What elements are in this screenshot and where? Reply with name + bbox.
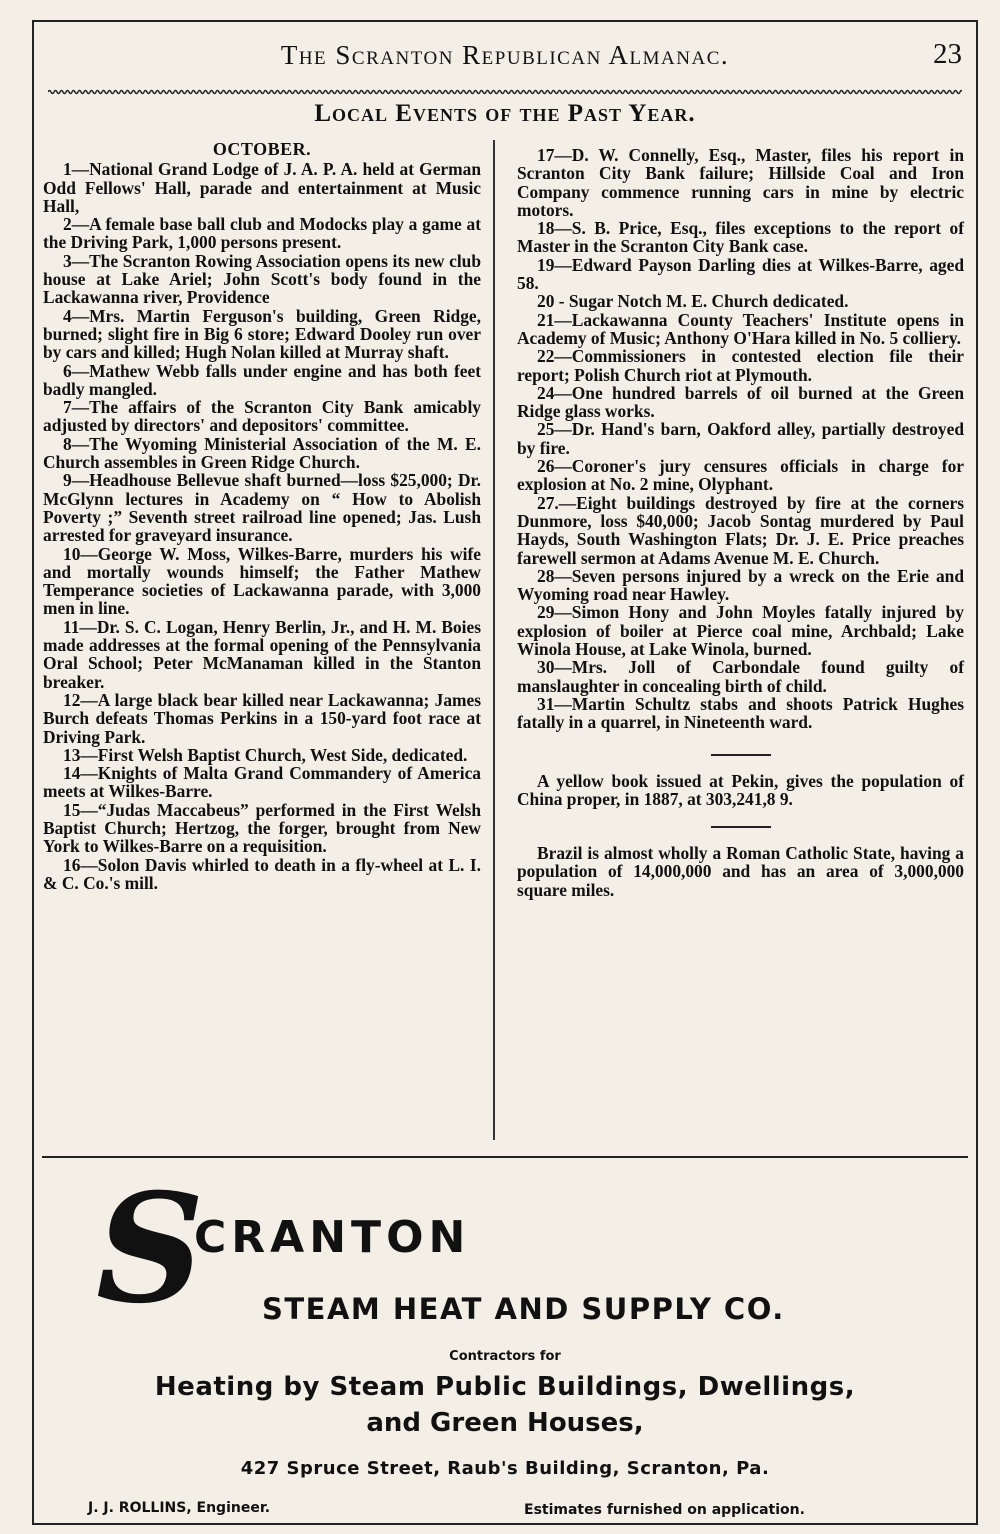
services-line-2: and Green Houses, [366, 1408, 644, 1438]
short-rule [711, 754, 771, 756]
almanac-page [32, 20, 978, 1525]
event-entry: 26—Coroner's jury censures officials in charge for explosion at No. 2 mine, Olyphant. [517, 456, 964, 495]
note-china: A yellow book issued at Pekin, gives the population of China proper, in 1887, at 303,241,8 9. [517, 770, 964, 809]
event-entry: 21—Lackawanna County Teachers' Institute opens in Academy of Music; Anthony O'Hara killed in No. 5 colliery. [517, 309, 964, 348]
wavy-rule [48, 88, 962, 96]
page-title: The Scranton Republican Almanac. [280, 40, 730, 70]
event-entry: 25—Dr. Hand's barn, Oakford alley, partially destroyed by fire. [517, 419, 964, 458]
event-entry: 18—S. B. Price, Esq., files exceptions to the report of Master in the Scranton City Bank case. [517, 218, 964, 257]
event-entry: 16—Solon Davis whirled to death in a fly-wheel at L. I. & C. Co.'s mill. [43, 854, 481, 893]
left-entries [43, 160, 481, 892]
event-entry: 27.—Eight buildings destroyed by fire at the corners Dunmore, loss $40,000; Jacob Sontag murdered by Paul Hayds, South Washington Flats; Dr. J. E. Price preaches farewell sermon at Adams Avenue M. E. Church. [517, 492, 964, 568]
company-name: STEAM HEAT AND SUPPLY CO. [262, 1292, 785, 1326]
services-line-1: Heating by Steam Public Buildings, Dwellings, [154, 1372, 856, 1402]
event-entry: 9—Headhouse Bellevue shaft burned—loss $25,000; Dr. McGlynn lectures in Academy on “ How to Abolish Poverty ;” Seventh street railroad line opened; Jas. Lush arrested for graveyard insurance. [43, 470, 481, 546]
estimates-note: Estimates furnished on application. [524, 1502, 805, 1518]
event-entry: 31—Martin Schultz stabs and shoots Patrick Hughes fatally in a quarrel, in Nineteenth ward. [517, 693, 964, 733]
event-entry: 8—The Wyoming Ministerial Association of the M. E. Church assembles in Green Ridge Church. [43, 433, 481, 473]
event-entry: 29—Simon Hony and John Moyles fatally injured by explosion of boiler at Pierce coal mine, Archbald; Lake Winola House, at Lake Winola, burned. [517, 602, 964, 660]
event-entry: 22—Commissioners in contested election file their report; Polish Church riot at Plymouth. [517, 346, 964, 385]
month-heading: OCTOBER. [212, 139, 312, 159]
note-brazil: Brazil is almost wholly a Roman Catholic State, having a population of 14,000,000 and has an area of 3,000,000 square miles. [517, 843, 964, 900]
event-entry: 10—George W. Moss, Wilkes-Barre, murders his wife and mortally wounds himself; the Father Mathew Temperance societies of Lackawanna parade, with 3,000 men in line. [43, 543, 481, 619]
event-entry: 15—“Judas Maccabeus” performed in the First Welsh Baptist Church; Hertzog, the forger, brought from New York to Wilkes-Barre on a requisition. [43, 799, 481, 857]
event-entry: 11—Dr. S. C. Logan, Henry Berlin, Jr., and H. M. Boies made addresses at the formal opening of the Pennsylvania Oral School; Peter McManaman killed in the Stanton breaker. [43, 616, 481, 692]
event-entry: 2—A female base ball club and Modocks play a game at the Driving Park, 1,000 persons present. [43, 214, 481, 253]
event-entry: 7—The affairs of the Scranton City Bank amicably adjusted by directors' and depositors' committee. [43, 397, 481, 436]
left-column [43, 140, 481, 892]
ornamental-initial: S [96, 1161, 205, 1337]
advertisement-rule [42, 1156, 968, 1158]
event-entry: 17—D. W. Connelly, Esq., Master, files his report in Scranton City Bank failure; Hillside Coal and Iron Company commence running cars in mine by electric motors. [517, 145, 964, 220]
event-entry: 4—Mrs. Martin Ferguson's building, Green Ridge, burned; slight fire in Big 6 store; Edward Dooley run over by cars and killed; Hugh Nolan killed at Murray shaft. [43, 305, 481, 363]
event-entry: 28—Seven persons injured by a wreck on the Erie and Wyoming road near Hawley. [517, 565, 964, 605]
event-entry: 30—Mrs. Joll of Carbondale found guilty of manslaughter in concealing birth of child. [517, 657, 964, 696]
contractors-label: Contractors for [449, 1349, 561, 1364]
event-entry: 6—Mathew Webb falls under engine and has both feet badly mangled. [43, 360, 481, 399]
company-address: 427 Spruce Street, Raub's Building, Scranton, Pa. [240, 1458, 770, 1479]
event-entry: 12—A large black bear killed near Lackawanna; James Burch defeats Thomas Perkins in a 150-yard foot race at Driving Park. [43, 689, 481, 747]
event-entry: 3—The Scranton Rowing Association opens its new club house at Lake Ariel; John Scott's body found in the Lackawanna river, Providence [43, 250, 481, 308]
page-header [34, 36, 976, 76]
page-number: 23 [933, 38, 962, 70]
event-entry: 13—First Welsh Baptist Church, West Side, dedicated. [63, 744, 468, 765]
company-name-rest: CRANTON [194, 1212, 471, 1263]
event-entry: 19—Edward Payson Darling dies at Wilkes-Barre, aged 58. [517, 254, 964, 294]
event-entry: 1—National Grand Lodge of J. A. P. A. held at German Odd Fellows' Hall, parade and entertainment at Music Hall, [43, 159, 481, 216]
column-divider [493, 140, 495, 1140]
event-entry: 24—One hundred barrels of oil burned at the Green Ridge glass works. [517, 382, 964, 422]
right-column [517, 146, 964, 899]
event-entry: 20 - Sugar Notch M. E. Church dedicated. [537, 291, 849, 312]
advertisement [34, 1162, 976, 1522]
right-entries [517, 146, 964, 732]
engineer-credit: J. J. ROLLINS, Engineer. [88, 1500, 271, 1516]
section-title: Local Events of the Past Year. [314, 100, 696, 127]
short-rule [711, 826, 771, 828]
event-entry: 14—Knights of Malta Grand Commandery of America meets at Wilkes-Barre. [43, 763, 481, 802]
